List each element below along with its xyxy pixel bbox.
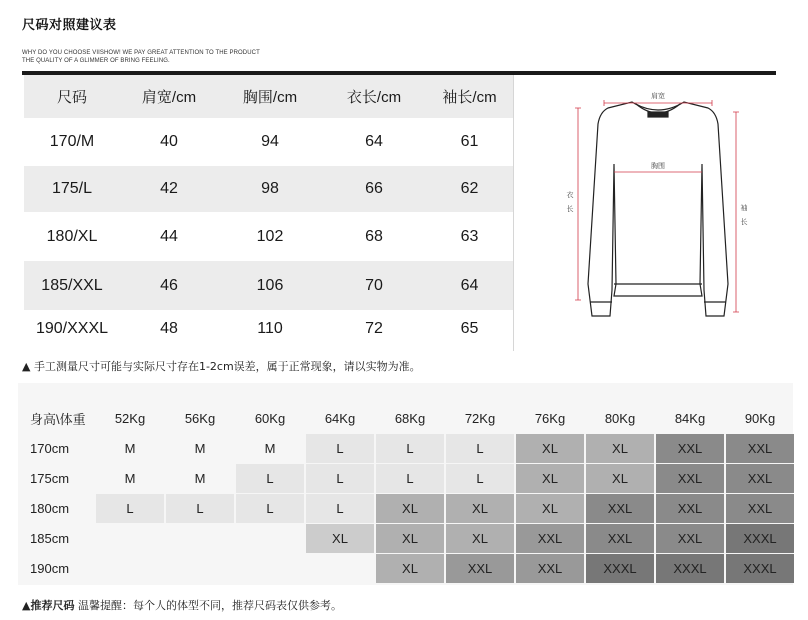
sleeve-label-2: 长: [740, 218, 748, 226]
size-recommendation-cell: XXL: [586, 524, 654, 553]
size-recommendation-cell: XL: [586, 464, 654, 493]
recommendation-note: [22, 597, 342, 613]
weight-header-row: [26, 403, 794, 433]
size-cell: 68: [365, 227, 383, 245]
recommendation-note-title: ▲推荐尺码: [22, 599, 75, 612]
chest-label: 胸围: [651, 162, 665, 170]
size-cell: 180/XL: [46, 227, 98, 245]
size-recommendation-cell: L: [446, 464, 514, 493]
weight-header: 68Kg: [394, 410, 426, 426]
size-recommendation-cell: XXL: [656, 494, 724, 523]
measurement-note: ▲ 手工测量尺寸可能与实际尺寸存在1-2cm误差，属于正常现象，请以实物为准。: [22, 360, 421, 373]
recommendation-note-text: 温馨提醒：每个人的体型不同，推荐尺码表仅供参考。: [74, 599, 342, 612]
size-recommendation-cell: XXXL: [586, 554, 654, 583]
size-recommendation-cell: XXXL: [656, 554, 724, 583]
corner-label: 身高\体重: [30, 411, 86, 427]
size-recommendation-cell: XXL: [656, 524, 724, 553]
height-row: [26, 434, 794, 463]
size-cell: 106: [218, 261, 322, 310]
weight-header: 72Kg: [464, 410, 496, 426]
height-label: 175cm: [30, 471, 70, 486]
size-cell: 190/XXXL: [35, 320, 109, 337]
size-header-cell: 袖长/cm: [426, 75, 513, 118]
size-table-row: [24, 212, 513, 261]
header-tagline-1: WHY DO YOU CHOOSE VIISHOW! WE PAY GREAT ATTENTION TO THE PRODUCT: [22, 50, 260, 56]
size-recommendation-cell: XL: [376, 554, 444, 583]
size-recommendation-cell: XXL: [726, 434, 794, 463]
size-table-row: [24, 166, 513, 212]
page-title: 尺码对照建议表: [22, 18, 117, 33]
size-cell: 185/XXL: [24, 261, 120, 310]
weight-header: 90Kg: [744, 410, 776, 426]
size-header-cell: 肩宽/cm: [120, 75, 218, 118]
size-recommendation-cell: XXL: [516, 554, 584, 583]
size-header-cell: 衣长/cm: [322, 75, 426, 118]
page-header: [22, 14, 776, 65]
length-label-1: 衣: [566, 191, 574, 199]
size-recommendation-cell: XXL: [656, 434, 724, 463]
size-cell: 94: [261, 133, 279, 150]
size-cell: 66: [322, 166, 426, 212]
size-cell: 64: [426, 261, 513, 310]
size-cell: 46: [120, 261, 218, 310]
size-table-row: [24, 261, 513, 310]
weight-header: 60Kg: [254, 410, 286, 426]
size-cell: 72: [365, 320, 383, 337]
size-header-cell: 胸围/cm: [218, 75, 322, 118]
weight-header: 56Kg: [184, 410, 216, 426]
size-recommendation-cell: XXL: [726, 494, 794, 523]
size-recommendation-cell: M: [264, 441, 276, 456]
sweatshirt-diagram: [560, 84, 756, 324]
size-recommendation-cell: XL: [446, 494, 514, 523]
size-recommendation-cell: [166, 554, 234, 583]
size-recommendation-cell: [306, 554, 374, 583]
size-recommendation-cell: XL: [306, 524, 374, 553]
size-recommendation-cell: L: [306, 464, 374, 493]
size-recommendation-cell: L: [166, 494, 234, 523]
size-recommendation-cell: XL: [516, 434, 584, 463]
size-recommendation-cell: XXL: [586, 494, 654, 523]
size-cell: 63: [460, 227, 479, 245]
size-recommendation-cell: L: [236, 464, 304, 493]
size-cell: 110: [257, 320, 283, 337]
height-label: 180cm: [30, 501, 70, 516]
size-cell: 40: [160, 133, 178, 150]
height-label: 185cm: [30, 531, 70, 546]
size-recommendation-cell: M: [124, 441, 136, 456]
size-cell: 70: [322, 261, 426, 310]
size-recommendation-cell: XL: [446, 524, 514, 553]
shoulder-label: 肩宽: [651, 92, 665, 100]
size-table-header-row: [24, 75, 513, 118]
section-divider: [513, 75, 514, 351]
size-recommendation-cell: L: [446, 434, 514, 463]
size-recommendation-cell: XXL: [446, 554, 514, 583]
size-table: [24, 75, 513, 348]
size-cell: 62: [426, 166, 513, 212]
size-recommendation-cell: [96, 524, 164, 553]
size-recommendation-cell: [166, 524, 234, 553]
size-cell: 48: [160, 320, 178, 337]
measure-lines: [575, 100, 739, 312]
size-recommendation-cell: M: [124, 471, 136, 486]
size-recommendation-cell: L: [96, 494, 164, 523]
size-recommendation-cell: L: [376, 434, 444, 463]
height-row: [26, 554, 794, 583]
size-recommendation-cell: L: [236, 494, 304, 523]
size-recommendation-cell: XL: [516, 494, 584, 523]
weight-header: 52Kg: [114, 410, 146, 426]
size-recommendation-cell: L: [376, 464, 444, 493]
size-cell: 61: [460, 133, 479, 150]
weight-header: 64Kg: [324, 410, 356, 426]
length-label-2: 长: [566, 205, 574, 213]
sleeve-label-1: 袖: [740, 204, 748, 212]
size-recommendation-cell: XL: [376, 524, 444, 553]
size-recommendation-cell: XXL: [726, 464, 794, 493]
size-recommendation-cell: XL: [586, 434, 654, 463]
header-tagline-2: THE QUALITY OF A GLIMMER OF BRING FEELING.: [22, 58, 170, 64]
size-cell: 44: [160, 227, 178, 245]
height-label: 190cm: [30, 561, 70, 576]
size-cell: 102: [256, 227, 284, 245]
weight-header: 84Kg: [674, 410, 706, 426]
size-cell: 64: [365, 133, 383, 150]
height-row: [26, 524, 794, 553]
size-recommendation-cell: XL: [376, 494, 444, 523]
size-recommendation-cell: XXXL: [726, 554, 794, 583]
size-recommendation-cell: [236, 524, 304, 553]
height-label: 170cm: [30, 441, 70, 456]
size-recommendation-cell: M: [194, 441, 206, 456]
size-cell: 98: [218, 166, 322, 212]
size-recommendation-cell: [96, 554, 164, 583]
size-recommendation-cell: XXL: [516, 524, 584, 553]
size-recommendation-cell: XL: [516, 464, 584, 493]
size-cell: 42: [120, 166, 218, 212]
size-recommendation-table: [24, 402, 796, 584]
height-row: [26, 494, 794, 523]
size-recommendation-cell: L: [306, 494, 374, 523]
size-recommendation-cell: XXXL: [726, 524, 794, 553]
weight-header: 80Kg: [604, 410, 636, 426]
size-recommendation-cell: M: [194, 471, 206, 486]
sweatshirt-outline-icon: [588, 102, 728, 316]
size-recommendation-cell: [236, 554, 304, 583]
height-row: [26, 464, 794, 493]
size-cell: 175/L: [24, 166, 120, 212]
size-header-cell: 尺码: [24, 75, 120, 118]
size-cell: 65: [460, 320, 479, 337]
size-recommendation-cell: XXL: [656, 464, 724, 493]
size-cell: 170/M: [49, 133, 95, 150]
size-table-row: [24, 118, 513, 166]
size-recommendation-cell: L: [306, 434, 374, 463]
size-table-row: [24, 310, 513, 348]
weight-header: 76Kg: [534, 410, 566, 426]
